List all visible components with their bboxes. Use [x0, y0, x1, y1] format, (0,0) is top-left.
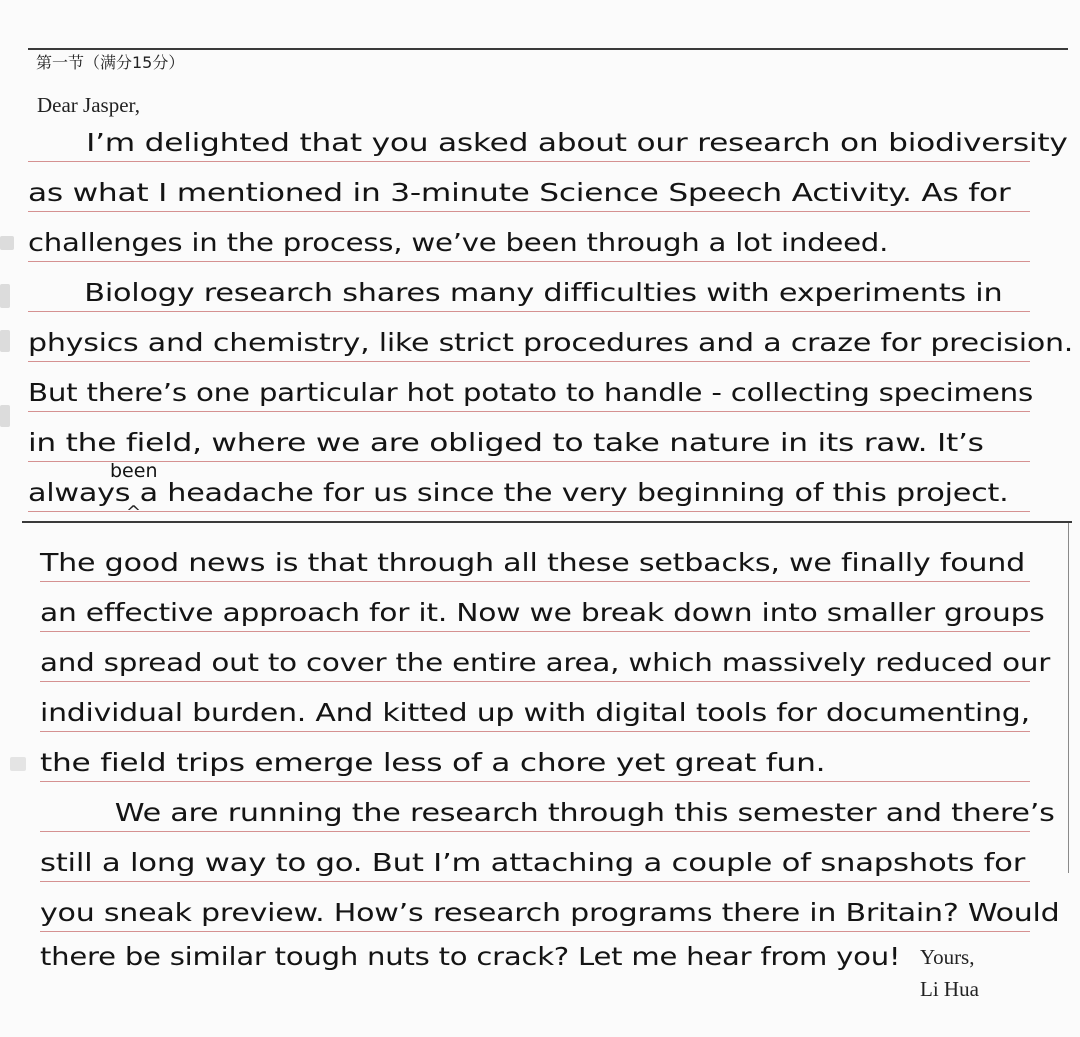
letter-line: But there’s one particular hot potato to handle - collecting specimens — [28, 378, 1033, 407]
letter-line: you sneak preview. How’s research programs there in Britain? Would — [40, 898, 1060, 927]
letter-line: and spread out to cover the entire area, which massively reduced our — [40, 648, 1051, 677]
ruled-line — [40, 931, 1030, 932]
ruled-line — [40, 631, 1030, 632]
ruled-line — [40, 881, 1030, 882]
signature: Li Hua — [920, 977, 979, 1001]
scan-mark — [0, 284, 10, 308]
ruled-line — [28, 311, 1030, 312]
letter-line: physics and chemistry, like strict procedures and a craze for precision. — [28, 328, 1074, 357]
letter-line: as what I mentioned in 3-minute Science Speech Activity. As for — [28, 178, 1011, 207]
scan-mark — [10, 757, 26, 771]
letter-line: challenges in the process, we’ve been through a lot indeed. — [28, 228, 889, 257]
ruled-line — [28, 511, 1030, 512]
insert-caret: ^ — [126, 502, 142, 523]
letter-line: always a headache for us since the very beginning of this project. — [28, 478, 1009, 507]
box-right-edge — [1068, 523, 1069, 873]
ruled-line — [40, 831, 1030, 832]
ruled-line — [28, 261, 1030, 262]
closing: Yours, — [920, 945, 975, 969]
letter-line: Biology research shares many difficulties with experiments in — [28, 278, 1003, 307]
letter-line: We are running the research through this semester and there’s — [40, 798, 1055, 827]
ruled-line — [40, 781, 1030, 782]
letter-line: individual burden. And kitted up with digital tools for documenting, — [40, 698, 1030, 727]
ruled-line — [28, 461, 1030, 462]
ruled-line — [28, 211, 1030, 212]
middle-rule — [22, 521, 1072, 523]
letter-line: the field trips emerge less of a chore yet great fun. — [40, 748, 826, 777]
ruled-line — [40, 581, 1030, 582]
letter-line: I’m delighted that you asked about our research on biodiversity — [28, 128, 1068, 157]
letter-line: there be similar tough nuts to crack? Let me hear from you! — [40, 942, 901, 971]
ruled-line — [40, 681, 1030, 682]
inserted-word: been — [110, 460, 158, 482]
letter-line: an effective approach for it. Now we break down into smaller groups — [40, 598, 1045, 627]
scan-mark — [0, 405, 10, 427]
salutation: Dear Jasper, — [37, 93, 140, 117]
scan-mark — [0, 236, 14, 250]
letter-line: still a long way to go. But I’m attaching a couple of snapshots for — [40, 848, 1026, 877]
letter-line: The good news is that through all these setbacks, we finally found — [40, 548, 1026, 577]
ruled-line — [28, 411, 1030, 412]
ruled-line — [28, 161, 1030, 162]
letter-line: in the field, where we are obliged to take nature in its raw. It’s — [28, 428, 984, 457]
section-label: 第一节（满分15分） — [36, 53, 185, 72]
ruled-line — [40, 731, 1030, 732]
scan-mark — [0, 330, 10, 352]
ruled-line — [28, 361, 1030, 362]
